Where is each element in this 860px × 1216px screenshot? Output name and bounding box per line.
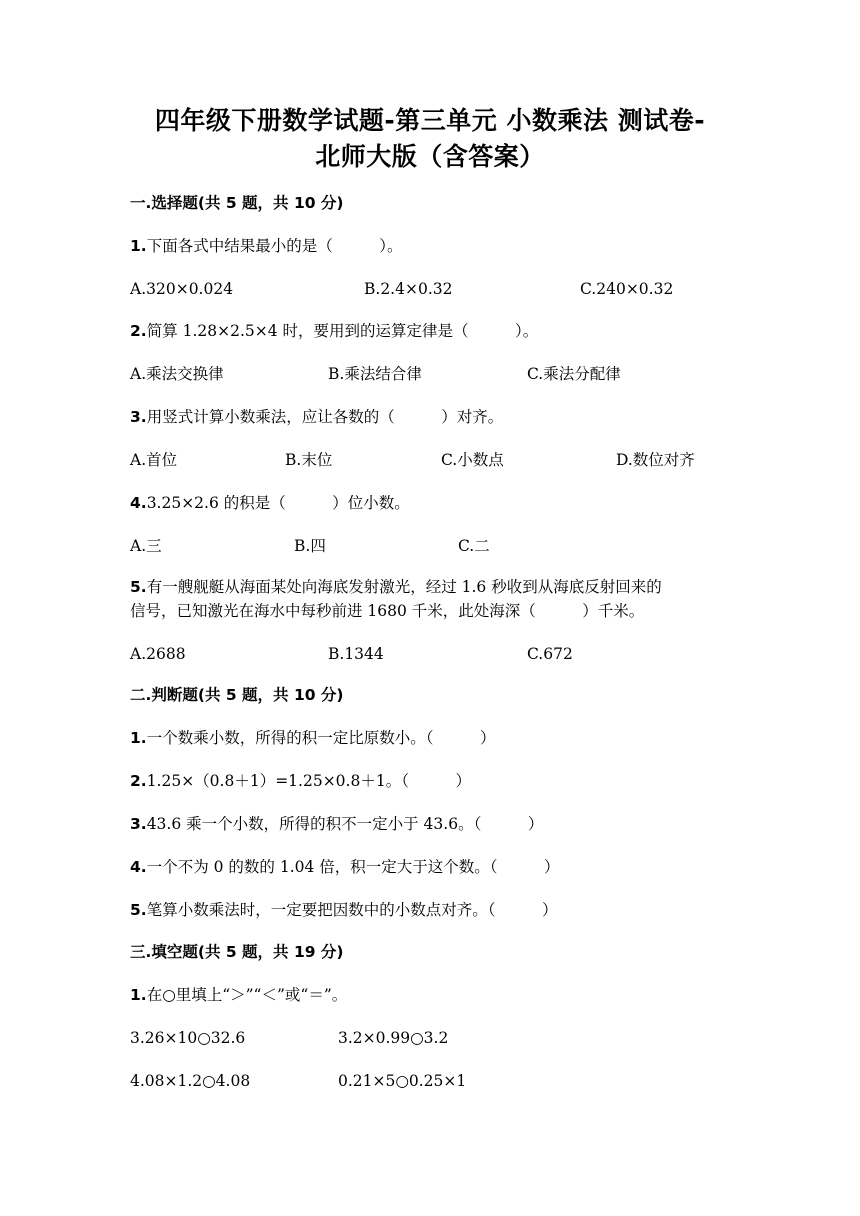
question-number: 3. — [130, 408, 147, 426]
page-title-line-2: 北师大版（含答案） — [315, 142, 545, 171]
question-body: 用竖式计算小数乘法，应让各数的（ ）对齐。 — [146, 408, 504, 426]
question-text — [130, 770, 471, 792]
option-b: B.乘法结合律 — [328, 365, 422, 383]
question-number: 3. — [130, 815, 147, 833]
question-number: 2. — [130, 772, 147, 790]
question-body-continued: 信号，已知激光在海水中每秒前进 1680 千米，此处海深（ ）千米。 — [130, 602, 645, 620]
question-number: 5. — [130, 578, 147, 596]
page-title-line-1: 四年级下册数学试题-第三单元 小数乘法 测试卷- — [154, 106, 706, 135]
option-c: C.乘法分配律 — [527, 365, 621, 383]
question-text — [130, 727, 495, 749]
question-body: 一个不为 0 的数的 1.04 倍，积一定大于这个数。（ ） — [146, 858, 560, 876]
question-text — [130, 492, 410, 514]
comparison-item: 4.08×1.2○4.08 — [130, 1072, 251, 1090]
option-a: A.320×0.024 — [130, 280, 234, 298]
question-body: 下面各式中结果最小的是（ ）。 — [146, 237, 403, 255]
question-text — [130, 406, 503, 428]
question-number: 1. — [130, 986, 147, 1004]
question-number: 4. — [130, 858, 147, 876]
question-number: 4. — [130, 494, 147, 512]
option-b: B.1344 — [328, 645, 384, 663]
option-c: C.小数点 — [441, 451, 504, 469]
question-body: 一个数乘小数，所得的积一定比原数小。（ ） — [146, 729, 496, 747]
question-text — [130, 576, 662, 598]
question-number: 1. — [130, 237, 147, 255]
question-body: 43.6 乘一个小数，所得的积不一定小于 43.6。（ ） — [146, 815, 544, 833]
option-b: B.2.4×0.32 — [364, 280, 453, 298]
option-a: A.首位 — [130, 451, 178, 469]
option-c: C.672 — [527, 645, 573, 663]
question-text — [130, 235, 402, 257]
section-heading-judgment: 二.判断题(共 5 题，共 10 分) — [130, 686, 344, 704]
section-heading-fill-blank: 三.填空题(共 5 题，共 19 分) — [130, 943, 344, 961]
question-number: 1. — [130, 729, 147, 747]
option-a: A.三 — [130, 537, 162, 555]
question-number: 5. — [130, 901, 147, 919]
option-c: C.二 — [458, 537, 490, 555]
question-body: 在○里填上“＞”“＜”或“＝”。 — [146, 986, 348, 1004]
question-text — [130, 899, 557, 921]
option-b: B.末位 — [285, 451, 333, 469]
question-text — [130, 813, 543, 835]
question-body: 笔算小数乘法时，一定要把因数中的小数点对齐。（ ） — [146, 901, 558, 919]
question-body: 3.25×2.6 的积是（ ）位小数。 — [146, 494, 410, 512]
option-d: D.数位对齐 — [616, 451, 695, 469]
option-a: A.2688 — [130, 645, 186, 663]
question-body: 有一艘舰艇从海面某处向海底发射激光，经过 1.6 秒收到从海底反射回来的 — [146, 578, 662, 596]
option-c: C.240×0.32 — [580, 280, 674, 298]
comparison-item: 0.21×5○0.25×1 — [338, 1072, 467, 1090]
question-text — [130, 984, 347, 1006]
question-body: 简算 1.28×2.5×4 时，要用到的运算定律是（ ）。 — [146, 322, 539, 340]
question-number: 2. — [130, 322, 147, 340]
option-a: A.乘法交换律 — [130, 365, 224, 383]
question-text — [130, 320, 538, 342]
question-body: 1.25×（0.8＋1）=1.25×0.8＋1。（ ） — [146, 772, 471, 790]
comparison-item: 3.26×10○32.6 — [130, 1029, 246, 1047]
section-heading-choice: 一.选择题(共 5 题，共 10 分) — [130, 194, 344, 212]
option-b: B.四 — [294, 537, 326, 555]
comparison-item: 3.2×0.99○3.2 — [338, 1029, 449, 1047]
question-text — [130, 856, 560, 878]
